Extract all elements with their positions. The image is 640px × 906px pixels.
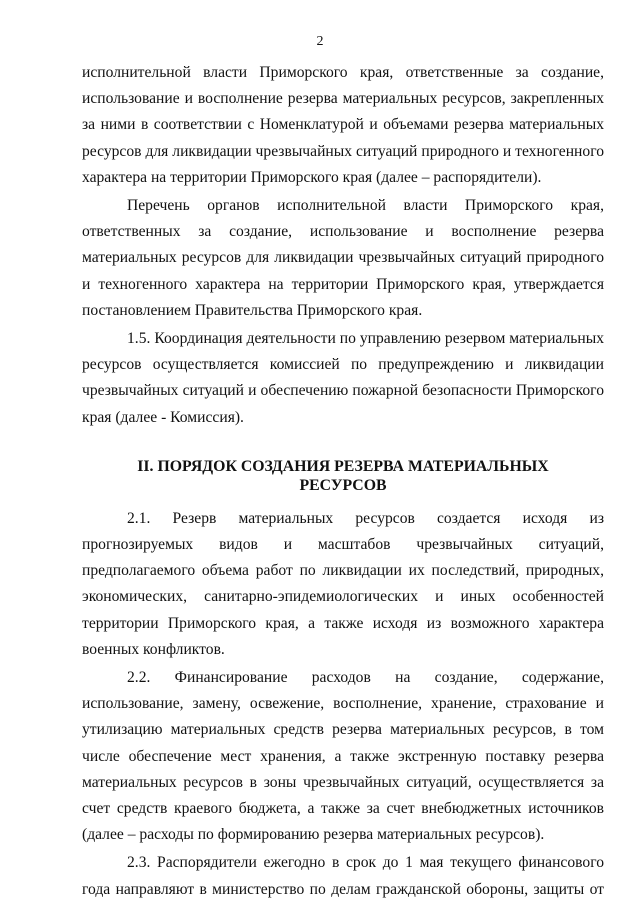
section-2-heading-line-1: II. ПОРЯДОК СОЗДАНИЯ РЕЗЕРВА МАТЕРИАЛЬНЫХ — [137, 457, 549, 475]
document-body — [82, 60, 604, 903]
paragraph-authorities-list: Перечень органов исполнительной власти Приморского края, ответственных за создание, использование и восполнение резерва материальных ресурсов для ликвидации чрезвычайных ситуаций природного и техногенного характера на территории Приморского края, утверждается постановлением Правительства Приморского края. — [82, 197, 604, 319]
paragraph-2-1-reserve-creation: 2.1. Резерв материальных ресурсов создается исходя из прогнозируемых видов и масштабов чрезвычайных ситуаций, предполагаемого объема работ по ликвидации их последствий, природных, экономических, санитарно-эпидемиологических и иных особенностей территории Приморского края, а также исходя из возможного характера военных конфликтов. — [82, 509, 604, 658]
paragraph-2-2-financing: 2.2. Финансирование расходов на создание, содержание, использование, замену, освежение, восполнение, хранение, страхование и утилизацию материальных средств резерва материальных ресурсов, в том числе обеспечение мест хранения, а также экстренную поставку резерва материальных ресурсов в зоны чрезвычайных ситуаций, осуществляется за счет средств краевого бюджета, а также за счет внебюджетных источников (далее – расходы по формированию резерва материальных ресурсов). — [82, 669, 604, 844]
paragraph-executive-authorities: исполнительной власти Приморского края, ответственные за создание, использование и восполнение резерва материальных ресурсов, закрепленных за ними в соответствии с Номенклатурой и объемами резерва материальных ресурсов для ликвидации чрезвычайных ситуаций природного и техногенного характера на территории Приморского края (далее – распорядители). — [82, 64, 604, 186]
page-number: 2 — [316, 34, 324, 49]
section-2-heading — [82, 457, 604, 496]
section-2-heading-line-2: РЕСУРСОВ — [299, 477, 387, 495]
paragraph-2-3-distributors: 2.3. Распорядители ежегодно в срок до 1 мая текущего финансового года направляют в министерство по делам гражданской обороны, защиты от — [82, 854, 604, 898]
paragraph-1-5-coordination: 1.5. Координация деятельности по управлению резервом материальных ресурсов осуществляется комиссией по предупреждению и ликвидации чрезвычайных ситуаций и обеспечению пожарной безопасности Приморского края (далее - Комиссия). — [82, 330, 604, 426]
